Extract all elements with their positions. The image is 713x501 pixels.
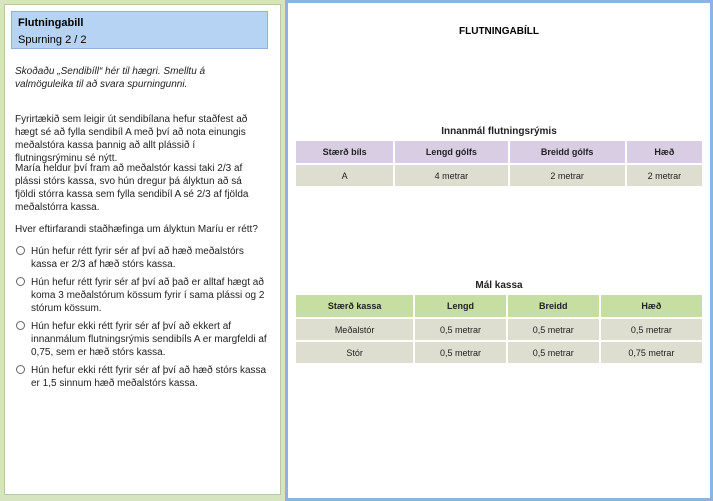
radio-button-icon[interactable] — [16, 365, 25, 374]
answer-option-label: Hún hefur rétt fyrir sér af því að hæð meðalstórs kassa er 2/3 af hæð stórs kassa. — [31, 246, 244, 270]
answer-option-4[interactable] — [15, 364, 270, 390]
table-row — [296, 342, 702, 363]
stimulus-title: FLUTNINGABÍLL — [459, 26, 539, 37]
cargo-space-table — [294, 139, 704, 188]
answer-option-2[interactable] — [15, 276, 270, 315]
answer-option-3[interactable] — [15, 320, 270, 359]
table-header-cell: Stærð bíls — [296, 141, 393, 163]
table-cell: 0,75 metrar — [601, 342, 702, 363]
instruction-text: Skoðaðu „Sendibíll“ hér til hægri. Smelltu á valmöguleika til að svara spurningunni. — [15, 66, 206, 90]
table-cell: A — [296, 165, 393, 186]
box-size-table — [294, 293, 704, 365]
table-cell: Stór — [296, 342, 413, 363]
table-cell: 0,5 metrar — [601, 319, 702, 340]
table-row — [296, 165, 702, 186]
question-header — [11, 11, 268, 49]
table-cell: 0,5 metrar — [508, 342, 599, 363]
table-cell: 2 metrar — [510, 165, 625, 186]
question-panel-inner — [4, 4, 281, 495]
question-title: Flutningabill — [18, 17, 84, 29]
table-cell: 4 metrar — [395, 165, 507, 186]
radio-button-icon[interactable] — [16, 321, 25, 330]
answer-option-label: Hún hefur rétt fyrir sér af því að það er alltaf hægt að koma 3 meðalstórum kössum fyrir í sama plássi og 2 stórum kössum. — [31, 277, 265, 314]
table-header-cell: Lengd gólfs — [395, 141, 507, 163]
radio-button-icon[interactable] — [16, 246, 25, 255]
table-cell: 2 metrar — [627, 165, 702, 186]
table-header-row — [296, 141, 702, 163]
answer-option-1[interactable] — [15, 245, 270, 271]
context-paragraph-1: Fyrirtækið sem leigir út sendibílana hefur staðfest að hægt sé að fylla sendibíl A með því að nota einungis meðalstóra kassa þannig að allt plássið í flutningsrýminu sé nýtt. — [15, 114, 248, 164]
table-header-row — [296, 295, 702, 317]
table-cell: 0,5 metrar — [415, 319, 506, 340]
table-row — [296, 319, 702, 340]
table-cell: Meðalstór — [296, 319, 413, 340]
table-cell: 0,5 metrar — [508, 319, 599, 340]
table-header-cell: Breidd gólfs — [510, 141, 625, 163]
table-header-cell: Hæð — [601, 295, 702, 317]
cargo-space-table-title: Innanmál flutningsrýmis — [441, 126, 557, 137]
radio-button-icon[interactable] — [16, 277, 25, 286]
table-header-cell: Lengd — [415, 295, 506, 317]
question-text: Hver eftirfarandi staðhæfinga um ályktun Maríu er rétt? — [15, 224, 258, 235]
table-cell: 0,5 metrar — [415, 342, 506, 363]
table-header-cell: Stærð kassa — [296, 295, 413, 317]
box-size-table-title: Mál kassa — [475, 280, 523, 291]
answer-option-label: Hún hefur ekki rétt fyrir sér af því að ekkert af innanmálum flutningsrýmis sendibíls A er margfeldi af 0,75, sem er hæð stórs kassa. — [31, 321, 267, 358]
answer-options — [15, 245, 270, 395]
stimulus-panel — [285, 0, 713, 501]
table-header-cell: Breidd — [508, 295, 599, 317]
context-paragraph-2: María heldur því fram að meðalstór kassi taki 2/3 af plássi stórs kassa, svo hún dregur þá ályktun að sá fjöldi stórra kassa sem fylla sendibíl A sé 2/3 af fjölda meðalstórra kassa. — [15, 163, 249, 213]
question-panel — [0, 0, 285, 501]
answer-option-label: Hún hefur ekki rétt fyrir sér af því að hæð stórs kassa er 1,5 sinnum hæð meðalstórs kassa. — [31, 365, 267, 389]
table-header-cell: Hæð — [627, 141, 702, 163]
question-counter: Spurning 2 / 2 — [18, 34, 87, 46]
